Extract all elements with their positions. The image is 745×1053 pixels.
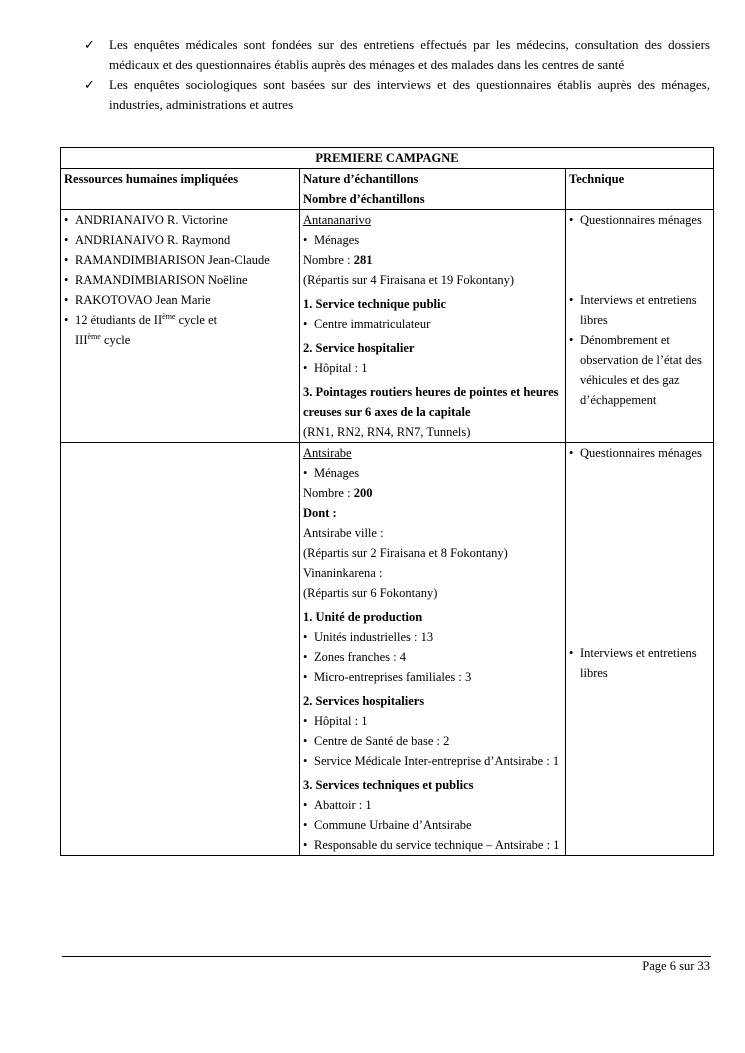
city-name: Antsirabe (303, 446, 352, 460)
footer-divider (62, 956, 711, 957)
sample-item: • Hôpital : 1 (303, 358, 562, 378)
page-number: Page 6 sur 33 (642, 959, 710, 973)
intro-text: Les enquêtes médicales sont fondées sur des entretiens effectués par les médecins, consultation des dossiers médicaux et des questionnaires établis auprès des ménages et des malades dans les centres de santé (109, 37, 710, 72)
resource-item: • RAMANDIMBIARISON Jean-Claude (64, 250, 296, 270)
sample-item: • Abattoir : 1 (303, 795, 562, 815)
bullet-icon: • (64, 273, 69, 287)
resource-item: • ANDRIANAIVO R. Raymond (64, 230, 296, 250)
section-title: 2. Service hospitalier (303, 341, 415, 355)
section-title: 1. Service technique public (303, 297, 447, 311)
section-title: 2. Services hospitaliers (303, 694, 425, 708)
sample-item: • Commune Urbaine d’Antsirabe (303, 815, 562, 835)
sample-item: • Zones franches : 4 (303, 647, 562, 667)
header-technique: Technique (566, 169, 714, 210)
technique-item: • Interviews et entretiens libres (569, 643, 710, 683)
table-header-row (61, 169, 714, 210)
bullet-icon: • (303, 233, 308, 247)
technique-item: • Questionnaires ménages (569, 443, 710, 463)
resources-cell (61, 210, 300, 443)
sub-area: Antsirabe ville : (303, 526, 384, 540)
sample-item: • Ménages (303, 230, 562, 250)
sample-count: Nombre : 281 (303, 253, 373, 267)
antananarivo-technique-cell (566, 210, 714, 443)
bullet-icon: • (569, 333, 574, 347)
antsirabe-cell (300, 443, 566, 856)
intro-item (84, 75, 710, 115)
bullet-icon: • (64, 253, 69, 267)
intro-list (84, 35, 710, 115)
resource-item: • RAKOTOVAO Jean Marie (64, 290, 296, 310)
bullet-icon: • (64, 293, 69, 307)
sample-distribution: (Répartis sur 2 Firaisana et 8 Fokontany) (303, 546, 508, 560)
section-note: (RN1, RN2, RN4, RN7, Tunnels) (303, 425, 471, 439)
bullet-icon: • (303, 754, 308, 768)
empty-resources-cell (61, 443, 300, 856)
header-resources: Ressources humaines impliquées (61, 169, 300, 210)
table-row (61, 210, 714, 443)
sample-item: • Ménages (303, 463, 562, 483)
section-title: 3. Pointages routiers heures de pointes et heures creuses sur 6 axes de la capitale (303, 385, 559, 419)
header-nombre-label: Nombre d’échantillons (303, 192, 425, 206)
city-name: Antananarivo (303, 213, 372, 227)
antsirabe-technique-cell (566, 443, 714, 856)
bullet-icon: • (569, 293, 574, 307)
bullet-icon: • (303, 630, 308, 644)
bullet-icon: • (569, 646, 574, 660)
antananarivo-cell (300, 210, 566, 443)
sample-item: • Unités industrielles : 13 (303, 627, 562, 647)
resource-item: • ANDRIANAIVO R. Victorine (64, 210, 296, 230)
resource-item: • RAMANDIMBIARISON Noëline (64, 270, 296, 290)
header-nature-label: Nature d’échantillons (303, 172, 419, 186)
sub-area: Vinaninkarena : (303, 566, 383, 580)
bullet-icon: • (64, 213, 69, 227)
bullet-icon: • (303, 317, 308, 331)
bullet-icon: • (303, 714, 308, 728)
table-row (61, 443, 714, 856)
technique-item: • Questionnaires ménages (569, 210, 710, 230)
bullet-icon: • (303, 670, 308, 684)
resource-item-students: • 12 étudiants de IIème cycle et IIIème cycle (64, 311, 218, 347)
sample-item: • Centre immatriculateur (303, 314, 562, 334)
section-title: 3. Services techniques et publics (303, 778, 474, 792)
checkmark-icon: ✓ (84, 37, 95, 52)
sample-item: • Responsable du service technique – Antsirabe : 1 (303, 835, 562, 855)
bullet-icon: • (303, 818, 308, 832)
campaign-table (60, 147, 714, 856)
bullet-icon: • (569, 446, 574, 460)
table-title: PREMIERE CAMPAGNE (61, 148, 714, 169)
bullet-icon: • (303, 650, 308, 664)
sample-item: • Hôpital : 1 (303, 711, 562, 731)
bullet-icon: • (303, 466, 308, 480)
checkmark-icon: ✓ (84, 77, 95, 92)
technique-item: • Dénombrement et observation de l’état des véhicules et des gaz d’échappement (569, 330, 710, 410)
sample-distribution: (Répartis sur 6 Fokontany) (303, 586, 438, 600)
technique-item: • Interviews et entretiens libres (569, 290, 710, 330)
dont-label: Dont : (303, 506, 337, 520)
intro-text: Les enquêtes sociologiques sont basées sur des interviews et des questionnaires établis auprès des ménages, industries, administrations et autres (109, 77, 710, 112)
bullet-icon: • (64, 313, 69, 327)
bullet-icon: • (64, 233, 69, 247)
sample-item: • Service Médicale Inter-entreprise d’Antsirabe : 1 (303, 751, 562, 771)
sample-item: • Centre de Santé de base : 2 (303, 731, 562, 751)
bullet-icon: • (569, 213, 574, 227)
sample-distribution: (Répartis sur 4 Firaisana et 19 Fokontany) (303, 273, 515, 287)
sample-count: Nombre : 200 (303, 486, 373, 500)
section-title: 1. Unité de production (303, 610, 423, 624)
header-nature (300, 169, 566, 210)
bullet-icon: • (303, 734, 308, 748)
intro-item (84, 35, 710, 75)
bullet-icon: • (303, 361, 308, 375)
sample-item: • Micro-entreprises familiales : 3 (303, 667, 562, 687)
bullet-icon: • (303, 838, 308, 852)
bullet-icon: • (303, 798, 308, 812)
